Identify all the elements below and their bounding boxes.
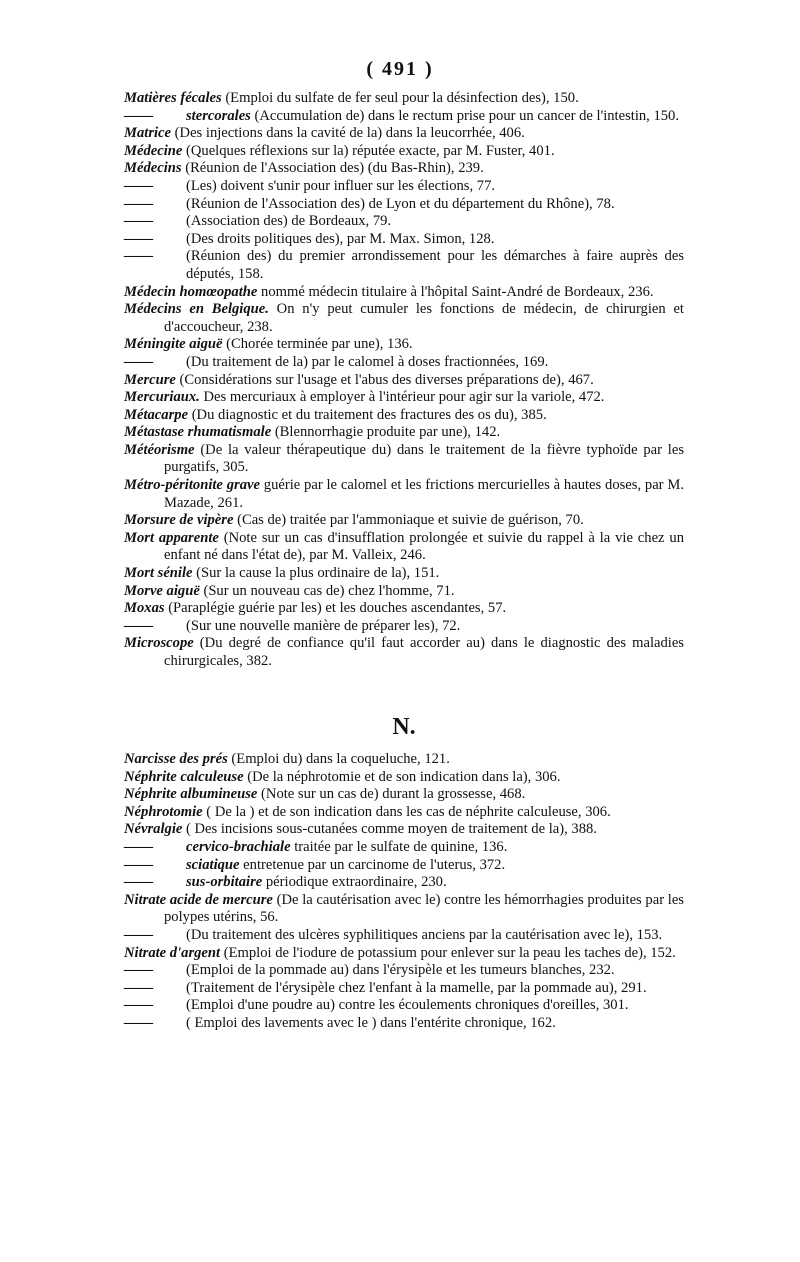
repeat-dash: ——	[124, 248, 154, 265]
index-entry	[124, 231, 684, 249]
entry-text: (Sur un nouveau cas de) chez l'homme, 71.	[199, 582, 455, 599]
index-entry	[124, 90, 684, 108]
entry-text: traitée par le sulfate de quinine, 136.	[290, 838, 508, 855]
entry-keyword: Médecine	[124, 142, 183, 159]
entry-text: (Sur la cause la plus ordinaire de la), 151.	[192, 565, 440, 582]
index-entry	[124, 945, 684, 963]
entry-keyword: Morsure de vipère	[124, 512, 234, 529]
index-entry	[124, 389, 684, 407]
repeat-dash: ——	[124, 353, 154, 370]
entry-keyword: Médecin homœopathe	[124, 283, 258, 300]
entry-keyword: Métacarpe	[124, 406, 189, 423]
entry-keyword: Nitrate d'argent	[124, 944, 221, 961]
entry-keyword: Narcisse des prés	[124, 751, 228, 767]
entry-keyword: Matrice	[124, 125, 172, 142]
index-entry	[124, 530, 684, 565]
entry-keyword: Métro-péritonite grave	[124, 477, 260, 494]
entry-text: ( Des incisions sous-cutanées comme moyen de traitement de la), 388.	[182, 821, 597, 838]
entry-text: (Des droits politiques des), par M. Max. Simon, 128.	[186, 230, 495, 247]
entry-keyword: sciatique	[186, 856, 240, 873]
index-entry	[124, 980, 684, 998]
entry-keyword: Mort apparente	[124, 529, 219, 546]
index-entry	[124, 583, 684, 601]
repeat-dash: ——	[124, 926, 154, 943]
entry-keyword: Néphrite calculeuse	[124, 768, 244, 785]
entry-keyword: Néphrotomie	[124, 803, 203, 820]
entry-keyword: sus-orbitaire	[186, 874, 263, 891]
entry-text: ( Emploi des lavements avec le ) dans l'entérite chronique, 162.	[186, 1014, 556, 1031]
entry-text: (De la néphrotomie et de son indication dans la), 306.	[243, 768, 561, 785]
entry-keyword: Moxas	[124, 600, 165, 617]
entry-text: (Du diagnostic et du traitement des fractures des os du), 385.	[188, 406, 547, 423]
entry-keyword: Méningite aiguë	[124, 336, 223, 353]
entry-keyword: Mercuriaux.	[124, 389, 200, 406]
entry-text: (Cas de) traitée par l'ammoniaque et suivie de guérison, 70.	[233, 512, 584, 529]
index-entry	[124, 997, 684, 1015]
entry-keyword: Névralgie	[124, 821, 183, 838]
entry-keyword: Néphrite albumineuse	[124, 786, 258, 803]
repeat-dash: ——	[124, 213, 154, 230]
index-entry	[124, 196, 684, 214]
entry-text: (Emploi du sulfate de fer seul pour la désinfection des), 150.	[221, 90, 579, 106]
index-entry	[124, 565, 684, 583]
index-entry	[124, 248, 684, 283]
entry-keyword: cervico-brachiale	[186, 838, 291, 855]
entry-text: (Réunion des) du premier arrondissement pour les démarches à faire auprès des députés, 158.	[186, 248, 684, 282]
entry-keyword: Médecins en Belgique.	[124, 301, 269, 318]
repeat-dash: ——	[124, 979, 154, 996]
index-entry	[124, 301, 684, 336]
entry-keyword: Microscope	[124, 635, 194, 652]
index-section-n	[124, 700, 684, 1033]
section-letter: N.	[392, 714, 416, 740]
repeat-dash: ——	[124, 997, 154, 1014]
index-entry	[124, 821, 684, 839]
entry-text: (Réunion de l'Association des) de Lyon et du département du Rhône), 78.	[186, 195, 615, 212]
repeat-dash: ——	[124, 617, 154, 634]
index-entry	[124, 600, 684, 618]
entry-text: (Emploi de la pommade au) dans l'érysipèle et les tumeurs blanches, 232.	[186, 962, 615, 979]
index-entry	[124, 927, 684, 945]
index-entry	[124, 512, 684, 530]
repeat-dash: ——	[124, 107, 154, 124]
entry-text: (Emploi de l'iodure de potassium pour enlever sur la peau les taches de), 152.	[220, 944, 676, 961]
entry-text: (Paraplégie guérie par les) et les douches ascendantes, 57.	[164, 600, 507, 617]
index-entry	[124, 751, 684, 769]
entry-keyword: Métastase rhumatismale	[124, 424, 272, 441]
index-entry	[124, 769, 684, 787]
index-entry	[124, 336, 684, 354]
entry-text: (Considérations sur l'usage et l'abus des diverses préparations de), 467.	[175, 371, 594, 388]
entry-keyword: Morve aiguë	[124, 582, 200, 599]
entry-keyword: Mercure	[124, 371, 176, 388]
entry-text: ( De la ) et de son indication dans les cas de néphrite calculeuse, 306.	[202, 803, 611, 820]
repeat-dash: ——	[124, 874, 154, 891]
entry-text: (De la cautérisation avec le) contre les hémorrhagies produites par les polypes utérins, 56.	[164, 891, 684, 926]
section-n-entries	[124, 751, 684, 1033]
entry-text: (Du degré de confiance qu'il faut accorder au) dans le diagnostic des maladies chirurgicales, 382.	[164, 635, 684, 669]
entry-keyword: Médecins	[124, 160, 182, 177]
entry-text: (Quelques réflexions sur la) réputée exacte, par M. Fuster, 401.	[182, 142, 555, 159]
entry-text: (Des injections dans la cavité de la) dans la leucorrhée, 406.	[171, 125, 525, 142]
index-entry	[124, 143, 684, 161]
entry-text: (Chorée terminée par une), 136.	[222, 336, 413, 353]
entry-text: (Association des) de Bordeaux, 79.	[186, 213, 392, 230]
entry-keyword: Matières fécales	[124, 90, 222, 106]
index-entry	[124, 618, 684, 636]
index-entry	[124, 857, 684, 875]
entry-text: (Emploi du) dans la coqueluche, 121.	[227, 751, 450, 767]
repeat-dash: ——	[124, 1014, 154, 1031]
entry-text: (Note sur un cas de) durant la grossesse, 468.	[257, 786, 526, 803]
entry-keyword: Mort sénile	[124, 565, 193, 582]
entry-text: (Du traitement de la) par le calomel à doses fractionnées, 169.	[186, 353, 549, 370]
entry-text: (Traitement de l'érysipèle chez l'enfant à la mamelle, par la pommade au), 291.	[186, 979, 647, 996]
repeat-dash: ——	[124, 230, 154, 247]
index-entry	[124, 125, 684, 143]
entry-text: Des mercuriaux à employer à l'intérieur pour agir sur la variole, 472.	[199, 389, 605, 406]
index-entry	[124, 160, 684, 178]
index-entry	[124, 108, 684, 126]
entry-keyword: stercorales	[186, 107, 251, 124]
index-entry	[124, 372, 684, 390]
index-entry	[124, 442, 684, 477]
index-entry	[124, 839, 684, 857]
index-entry	[124, 1015, 684, 1033]
index-entry	[124, 874, 684, 892]
index-entry	[124, 477, 684, 512]
entry-text: (De la valeur thérapeutique du) dans le traitement de la fièvre typhoïde par les purgatifs, 305.	[164, 441, 684, 476]
index-entry	[124, 804, 684, 822]
entry-text: (Réunion de l'Association des) (du Bas-Rhin), 239.	[181, 160, 484, 177]
repeat-dash: ——	[124, 838, 154, 855]
repeat-dash: ——	[124, 962, 154, 979]
repeat-dash: ——	[124, 856, 154, 873]
entry-text: (Sur une nouvelle manière de préparer les), 72.	[186, 617, 461, 634]
entry-text: périodique extraordinaire, 230.	[262, 874, 447, 891]
index-entry	[124, 424, 684, 442]
repeat-dash: ——	[124, 177, 154, 194]
entry-text: On n'y peut cumuler les fonctions de médecin, de chirurgien et d'accoucheur, 238.	[164, 301, 684, 335]
entry-text: (Note sur un cas d'insufflation prolongée et suivie du rappel à la vie chez un enfant né dans l'état de), par M. Valleix, 246.	[164, 529, 684, 564]
entry-keyword: Météorisme	[124, 441, 195, 458]
index-entry	[124, 892, 684, 927]
index-entry	[124, 407, 684, 425]
index-entry	[124, 962, 684, 980]
index-entry	[124, 635, 684, 670]
index-entry	[124, 178, 684, 196]
entry-text: (Emploi d'une poudre au) contre les écoulements chroniques d'oreilles, 301.	[186, 997, 629, 1014]
entry-keyword: Nitrate acide de mercure	[124, 891, 273, 908]
index-section-m	[124, 90, 684, 671]
entry-text: (Du traitement des ulcères syphilitiques anciens par la cautérisation avec le), 153.	[186, 926, 663, 943]
entry-text: (Accumulation de) dans le rectum prise pour un cancer de l'intestin, 150.	[250, 107, 680, 124]
entry-text: guérie par le calomel et les frictions mercurielles à hautes doses, par M. Mazade, 261.	[164, 477, 684, 511]
index-entry	[124, 354, 684, 372]
entry-text: nommé médecin titulaire à l'hôpital Saint-André de Bordeaux, 236.	[257, 283, 654, 300]
index-entry	[124, 213, 684, 231]
repeat-dash: ——	[124, 195, 154, 212]
entry-text: (Les) doivent s'unir pour influer sur les élections, 77.	[186, 177, 496, 194]
entry-text: (Blennorrhagie produite par une), 142.	[271, 424, 501, 441]
page-number: ( 491 )	[366, 58, 434, 80]
entry-text: entretenue par un carcinome de l'uterus, 372.	[239, 856, 506, 873]
index-entry	[124, 786, 684, 804]
index-entry	[124, 284, 684, 302]
